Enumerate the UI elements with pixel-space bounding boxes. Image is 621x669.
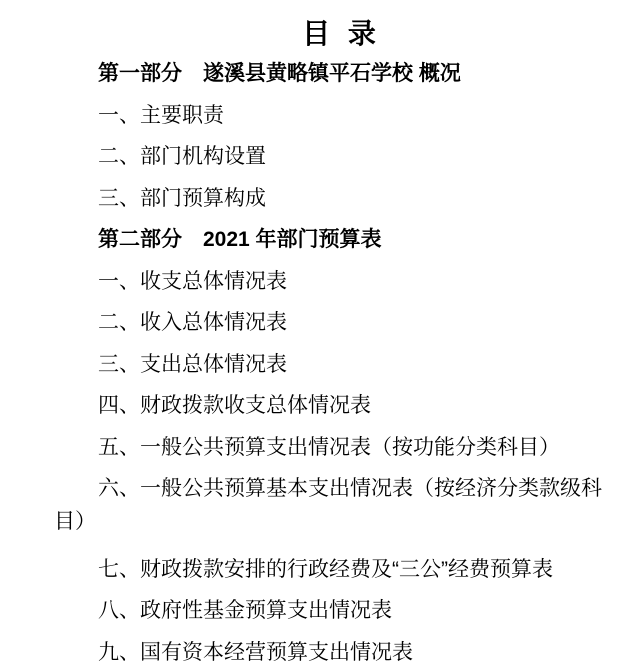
toc-entry: 二、收入总体情况表 <box>98 311 287 334</box>
toc-entry: 七、财政拨款安排的行政经费及“三公”经费预算表 <box>98 557 553 581</box>
toc-entry: 八、政府性基金预算支出情况表 <box>98 599 392 622</box>
toc-entry: 一、收支总体情况表 <box>98 269 287 293</box>
toc-title: 目 录 <box>302 18 376 49</box>
toc-entry: 三、支出总体情况表 <box>98 352 287 376</box>
toc-part-heading-2: 第二部分 2021 年部门预算表 <box>98 228 382 251</box>
toc-entry: 三、部门预算构成 <box>98 186 266 210</box>
toc-entry: 九、国有资本经营预算支出情况表 <box>98 640 413 664</box>
toc-entry: 六、一般公共预算基本支出情况表（按经济分类款级科目） <box>54 477 602 533</box>
toc-entry: 五、一般公共预算支出情况表（按功能分类科目） <box>98 435 560 459</box>
toc-entry: 二、部门机构设置 <box>98 145 266 168</box>
toc-entry: 一、主要职责 <box>98 103 224 127</box>
toc-entry: 四、财政拨款收支总体情况表 <box>98 394 371 417</box>
toc-part-heading-1: 第一部分 遂溪县黄略镇平石学校 概况 <box>98 62 461 85</box>
